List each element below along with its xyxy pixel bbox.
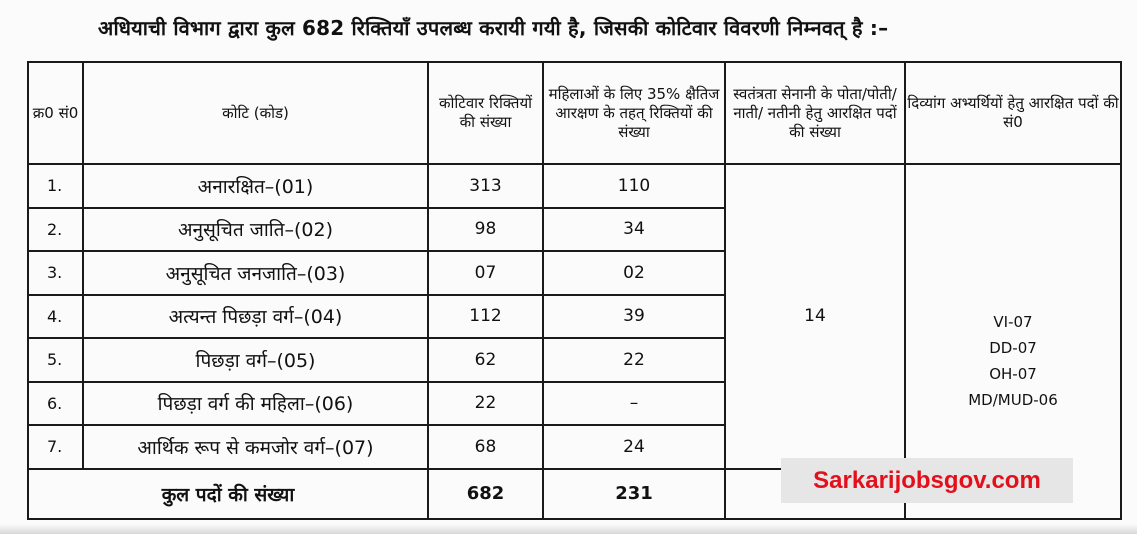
- vacancy-table: [27, 61, 1122, 520]
- header-women: महिलाओं के लिए 35% क्षैतिज आरक्षण के तहत् रिक्तियों की संख्या: [543, 62, 725, 164]
- freedom-fighter-total: 14: [725, 164, 905, 469]
- row-women: 22: [543, 338, 725, 382]
- header-sno: क्र0 सं0: [28, 62, 83, 164]
- row-vacancies: 112: [428, 295, 543, 339]
- row-women: 02: [543, 251, 725, 295]
- row-sno: 5.: [28, 338, 83, 382]
- row-category: पिछड़ा वर्ग–(05): [83, 338, 428, 382]
- row-women: –: [543, 382, 725, 426]
- divyang-vi: VI-07: [993, 313, 1033, 332]
- row-sno: 7.: [28, 425, 83, 469]
- divyang-md-mud: MD/MUD-06: [968, 391, 1058, 410]
- row-women: 39: [543, 295, 725, 339]
- watermark-logo: Sarkarijobsgov.com: [781, 458, 1073, 503]
- row-sno: 3.: [28, 251, 83, 295]
- table-row: [28, 164, 1121, 208]
- row-category: आर्थिक रूप से कमजोर वर्ग–(07): [83, 425, 428, 469]
- header-row: [28, 62, 1121, 164]
- row-sno: 1.: [28, 164, 83, 208]
- row-vacancies: 98: [428, 208, 543, 252]
- row-vacancies: 62: [428, 338, 543, 382]
- row-category: अनुसूचित जनजाति–(03): [83, 251, 428, 295]
- header-vacancies: कोटिवार रिक्तियों की संख्या: [428, 62, 543, 164]
- row-sno: 6.: [28, 382, 83, 426]
- total-women: 231: [543, 469, 725, 519]
- divyang-oh: OH-07: [989, 365, 1037, 384]
- row-vacancies: 07: [428, 251, 543, 295]
- row-sno: 4.: [28, 295, 83, 339]
- total-vacancies: 682: [428, 469, 543, 519]
- row-sno: 2.: [28, 208, 83, 252]
- header-category: कोटि (कोड): [83, 62, 428, 164]
- page-bottom-edge: [0, 524, 1137, 534]
- row-category: पिछड़ा वर्ग की महिला–(06): [83, 382, 428, 426]
- row-women: 34: [543, 208, 725, 252]
- divyang-dd: DD-07: [989, 339, 1037, 358]
- header-freedom-fighter: स्वतंत्रता सेनानी के पोता/पोती/नाती/ नतीनी हेतु आरक्षित पदों की संख्या: [725, 62, 905, 164]
- row-vacancies: 313: [428, 164, 543, 208]
- header-divyang: दिव्यांग अभ्यर्थियों हेतु आरक्षित पदों की सं0: [905, 62, 1121, 164]
- row-category: अनारक्षित–(01): [83, 164, 428, 208]
- row-vacancies: 22: [428, 382, 543, 426]
- row-category: अत्यन्त पिछड़ा वर्ग–(04): [83, 295, 428, 339]
- row-category: अनुसूचित जाति–(02): [83, 208, 428, 252]
- row-women: 24: [543, 425, 725, 469]
- row-women: 110: [543, 164, 725, 208]
- total-label: कुल पदों की संख्या: [28, 469, 428, 519]
- row-vacancies: 68: [428, 425, 543, 469]
- notice-heading: अधियाची विभाग द्वारा कुल 682 रिक्तियाँ उपलब्ध करायी गयी है, जिसकी कोटिवार विवरणी निम्नवत् है :–: [98, 16, 889, 40]
